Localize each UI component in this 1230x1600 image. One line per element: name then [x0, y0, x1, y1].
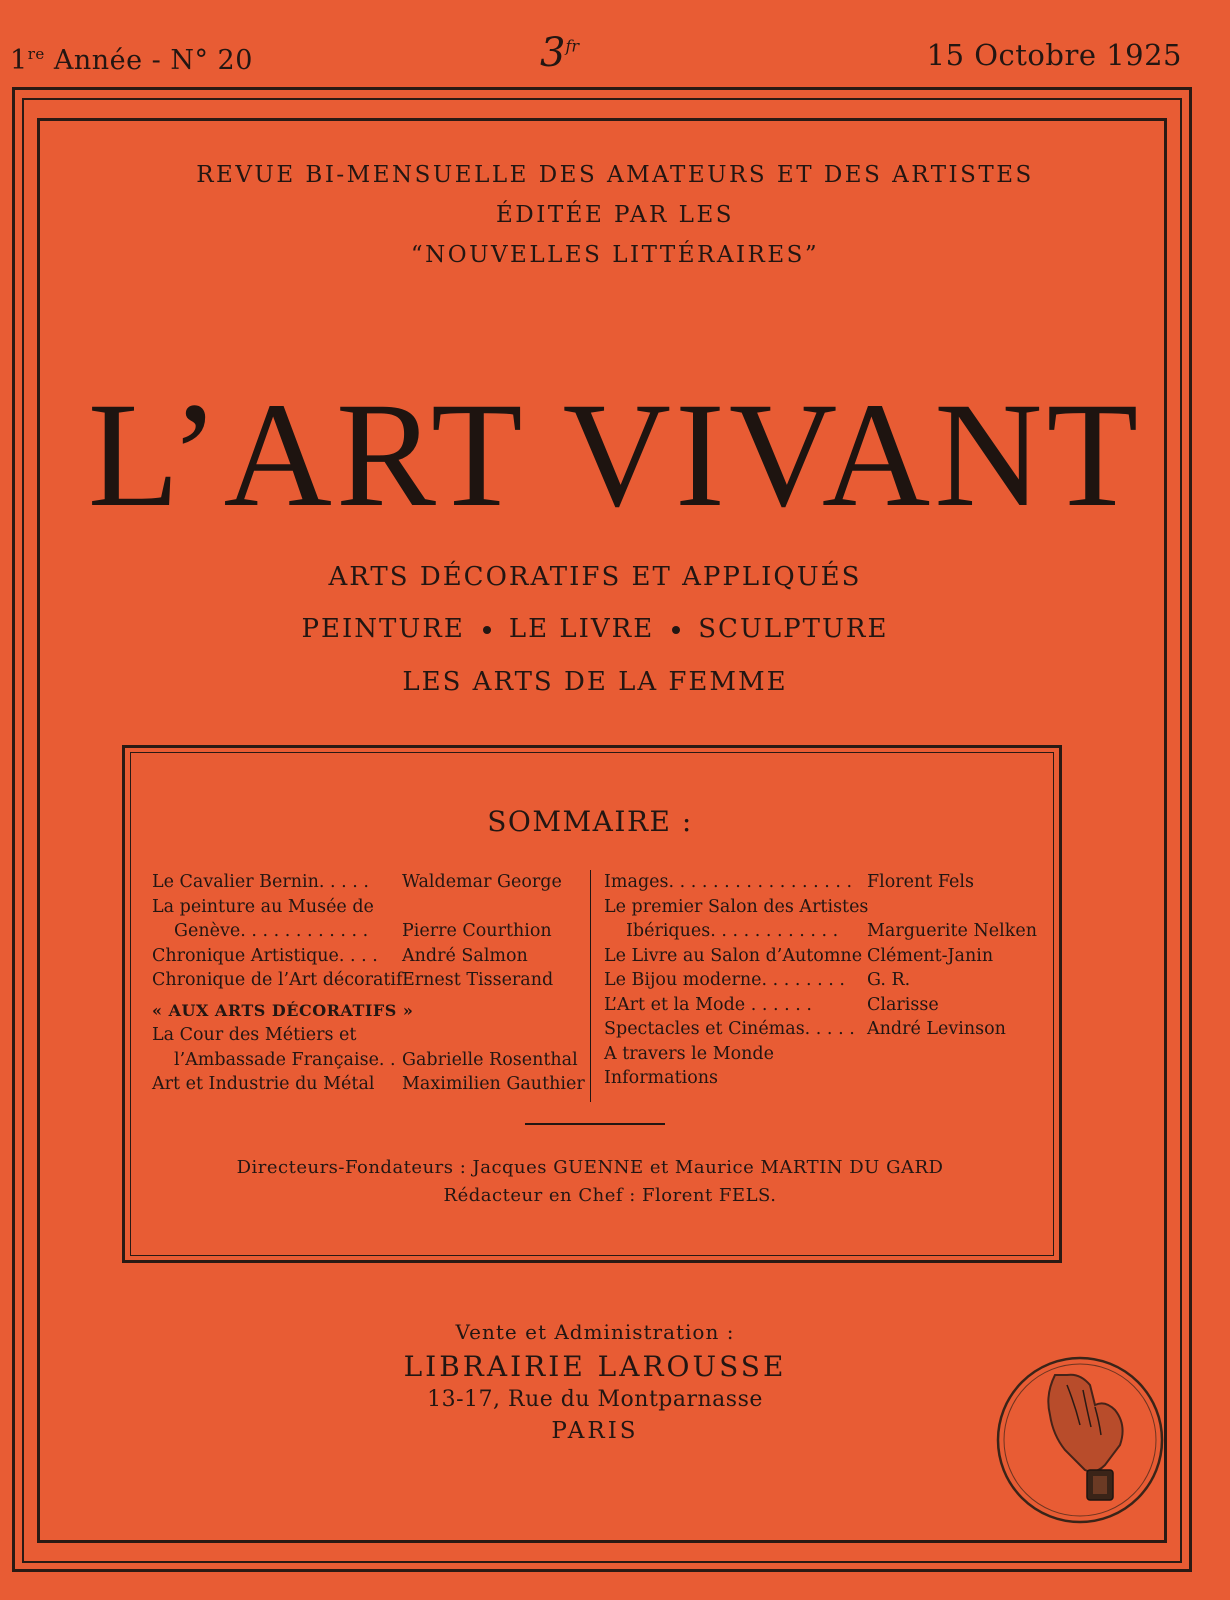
toc-entry-author: Marguerite Nelken: [867, 921, 1037, 941]
publisher-city: PARIS: [551, 1418, 639, 1444]
toc-entry-title: La Cour des Métiers et: [152, 1025, 357, 1045]
section-sculpture: SCULPTURE: [698, 614, 889, 644]
toc-entry-author: [867, 1042, 1037, 1067]
bullet-icon: [483, 626, 491, 634]
toc-entry-author: [402, 895, 585, 920]
issue-date: 15 Octobre 1925: [926, 38, 1182, 72]
toc-entry-title: L’Art et la Mode . . . . . .: [604, 994, 812, 1015]
section-line-2: [0, 614, 1190, 644]
toc-entry-title: Chronique Artistique. . . .: [152, 945, 378, 966]
publisher-address: 13-17, Rue du Montparnasse: [427, 1387, 763, 1412]
toc-entry-author: Pierre Courthion: [402, 921, 552, 941]
section-livre: LE LIVRE: [508, 614, 655, 644]
toc-left-titles: [152, 870, 413, 1097]
toc-entry-title: Genève. . . . . . . . . . . .: [174, 921, 369, 941]
publisher-name: “NOUVELLES LITTÉRAIRES”: [410, 242, 820, 268]
toc-entry-title: Le Livre au Salon d’Automne: [604, 945, 863, 966]
bullet-icon: [672, 626, 680, 634]
toc-spacer: [402, 999, 585, 1024]
toc-right-titles: [604, 870, 868, 1091]
section-peinture: PEINTURE: [301, 614, 465, 644]
toc-column-divider: [590, 870, 591, 1102]
publisher-line: ÉDITÉE PAR LES: [496, 202, 734, 228]
toc-entry-title: La peinture au Musée de: [152, 896, 374, 917]
toc-entry-title: Le premier Salon des Artistes: [604, 896, 869, 917]
price: $3^{fr}$: [540, 30, 580, 76]
sommaire-title: SOMMAIRE :: [487, 805, 693, 838]
sales-admin-label: Vente et Administration :: [455, 1320, 735, 1344]
toc-entry-author: G. R.: [867, 970, 911, 990]
toc-entry-title: Ibériques. . . . . . . . . . . .: [626, 921, 839, 941]
section-line-3: LES ARTS DE LA FEMME: [402, 667, 788, 697]
larousse-hand-seal-icon: [995, 1355, 1165, 1525]
toc-entry-title: Le Cavalier Bernin. . . . .: [152, 872, 369, 892]
toc-entry-author: Florent Fels: [867, 872, 974, 892]
toc-entry-title: A travers le Monde: [604, 1043, 774, 1064]
toc-entry-title: Chronique de l’Art décoratif: [152, 970, 403, 990]
toc-entry-author: [402, 1023, 585, 1048]
toc-entry-title: Spectacles et Cinémas. . . . .: [604, 1019, 855, 1039]
toc-entry-author: Maximilien Gauthier: [402, 1074, 585, 1094]
toc-entry-author: Clarisse: [867, 994, 939, 1015]
toc-entry-author: André Levinson: [867, 1019, 1006, 1039]
toc-section-heading: « AUX ARTS DÉCORATIFS »: [152, 1000, 414, 1020]
toc-entry-author: Clément-Janin: [867, 945, 994, 966]
editor-credit: Rédacteur en Chef : Florent FELS.: [443, 1185, 777, 1206]
toc-entry-title: Images. . . . . . . . . . . . . . . . .: [604, 872, 853, 892]
directors-credit: Directeurs-Fondateurs : Jacques GUENNE et Maurice MARTIN DU GARD: [236, 1157, 944, 1178]
toc-entry-author: Ernest Tisserand: [402, 970, 554, 990]
toc-right-authors: [867, 870, 1037, 1091]
separator-rule: [525, 1123, 665, 1125]
revue-description: REVUE BI-MENSUELLE DES AMATEURS ET DES ARTISTES: [196, 162, 1034, 188]
toc-left-authors: [402, 870, 585, 1097]
toc-entry-title: Informations: [604, 1068, 719, 1088]
toc-entry-title: l’Ambassade Française. .: [174, 1049, 396, 1070]
section-line-1: ARTS DÉCORATIFS ET APPLIQUÉS: [328, 562, 862, 592]
toc-entry-author: Gabrielle Rosenthal: [402, 1049, 578, 1070]
toc-entry-title: Art et Industrie du Métal: [152, 1074, 375, 1094]
toc-entry-title: Le Bijou moderne. . . . . . . .: [604, 970, 845, 990]
toc-entry-author: [867, 1066, 1037, 1091]
toc-entry-author: [867, 895, 1037, 920]
publisher-librairie: LIBRAIRIE LAROUSSE: [403, 1350, 787, 1383]
toc-entry-author: André Salmon: [402, 945, 528, 966]
issue-number: 1re Année - N° 20: [10, 45, 253, 76]
magazine-title: L’ART VIVANT: [87, 372, 1143, 538]
toc-entry-author: Waldemar George: [402, 872, 562, 892]
